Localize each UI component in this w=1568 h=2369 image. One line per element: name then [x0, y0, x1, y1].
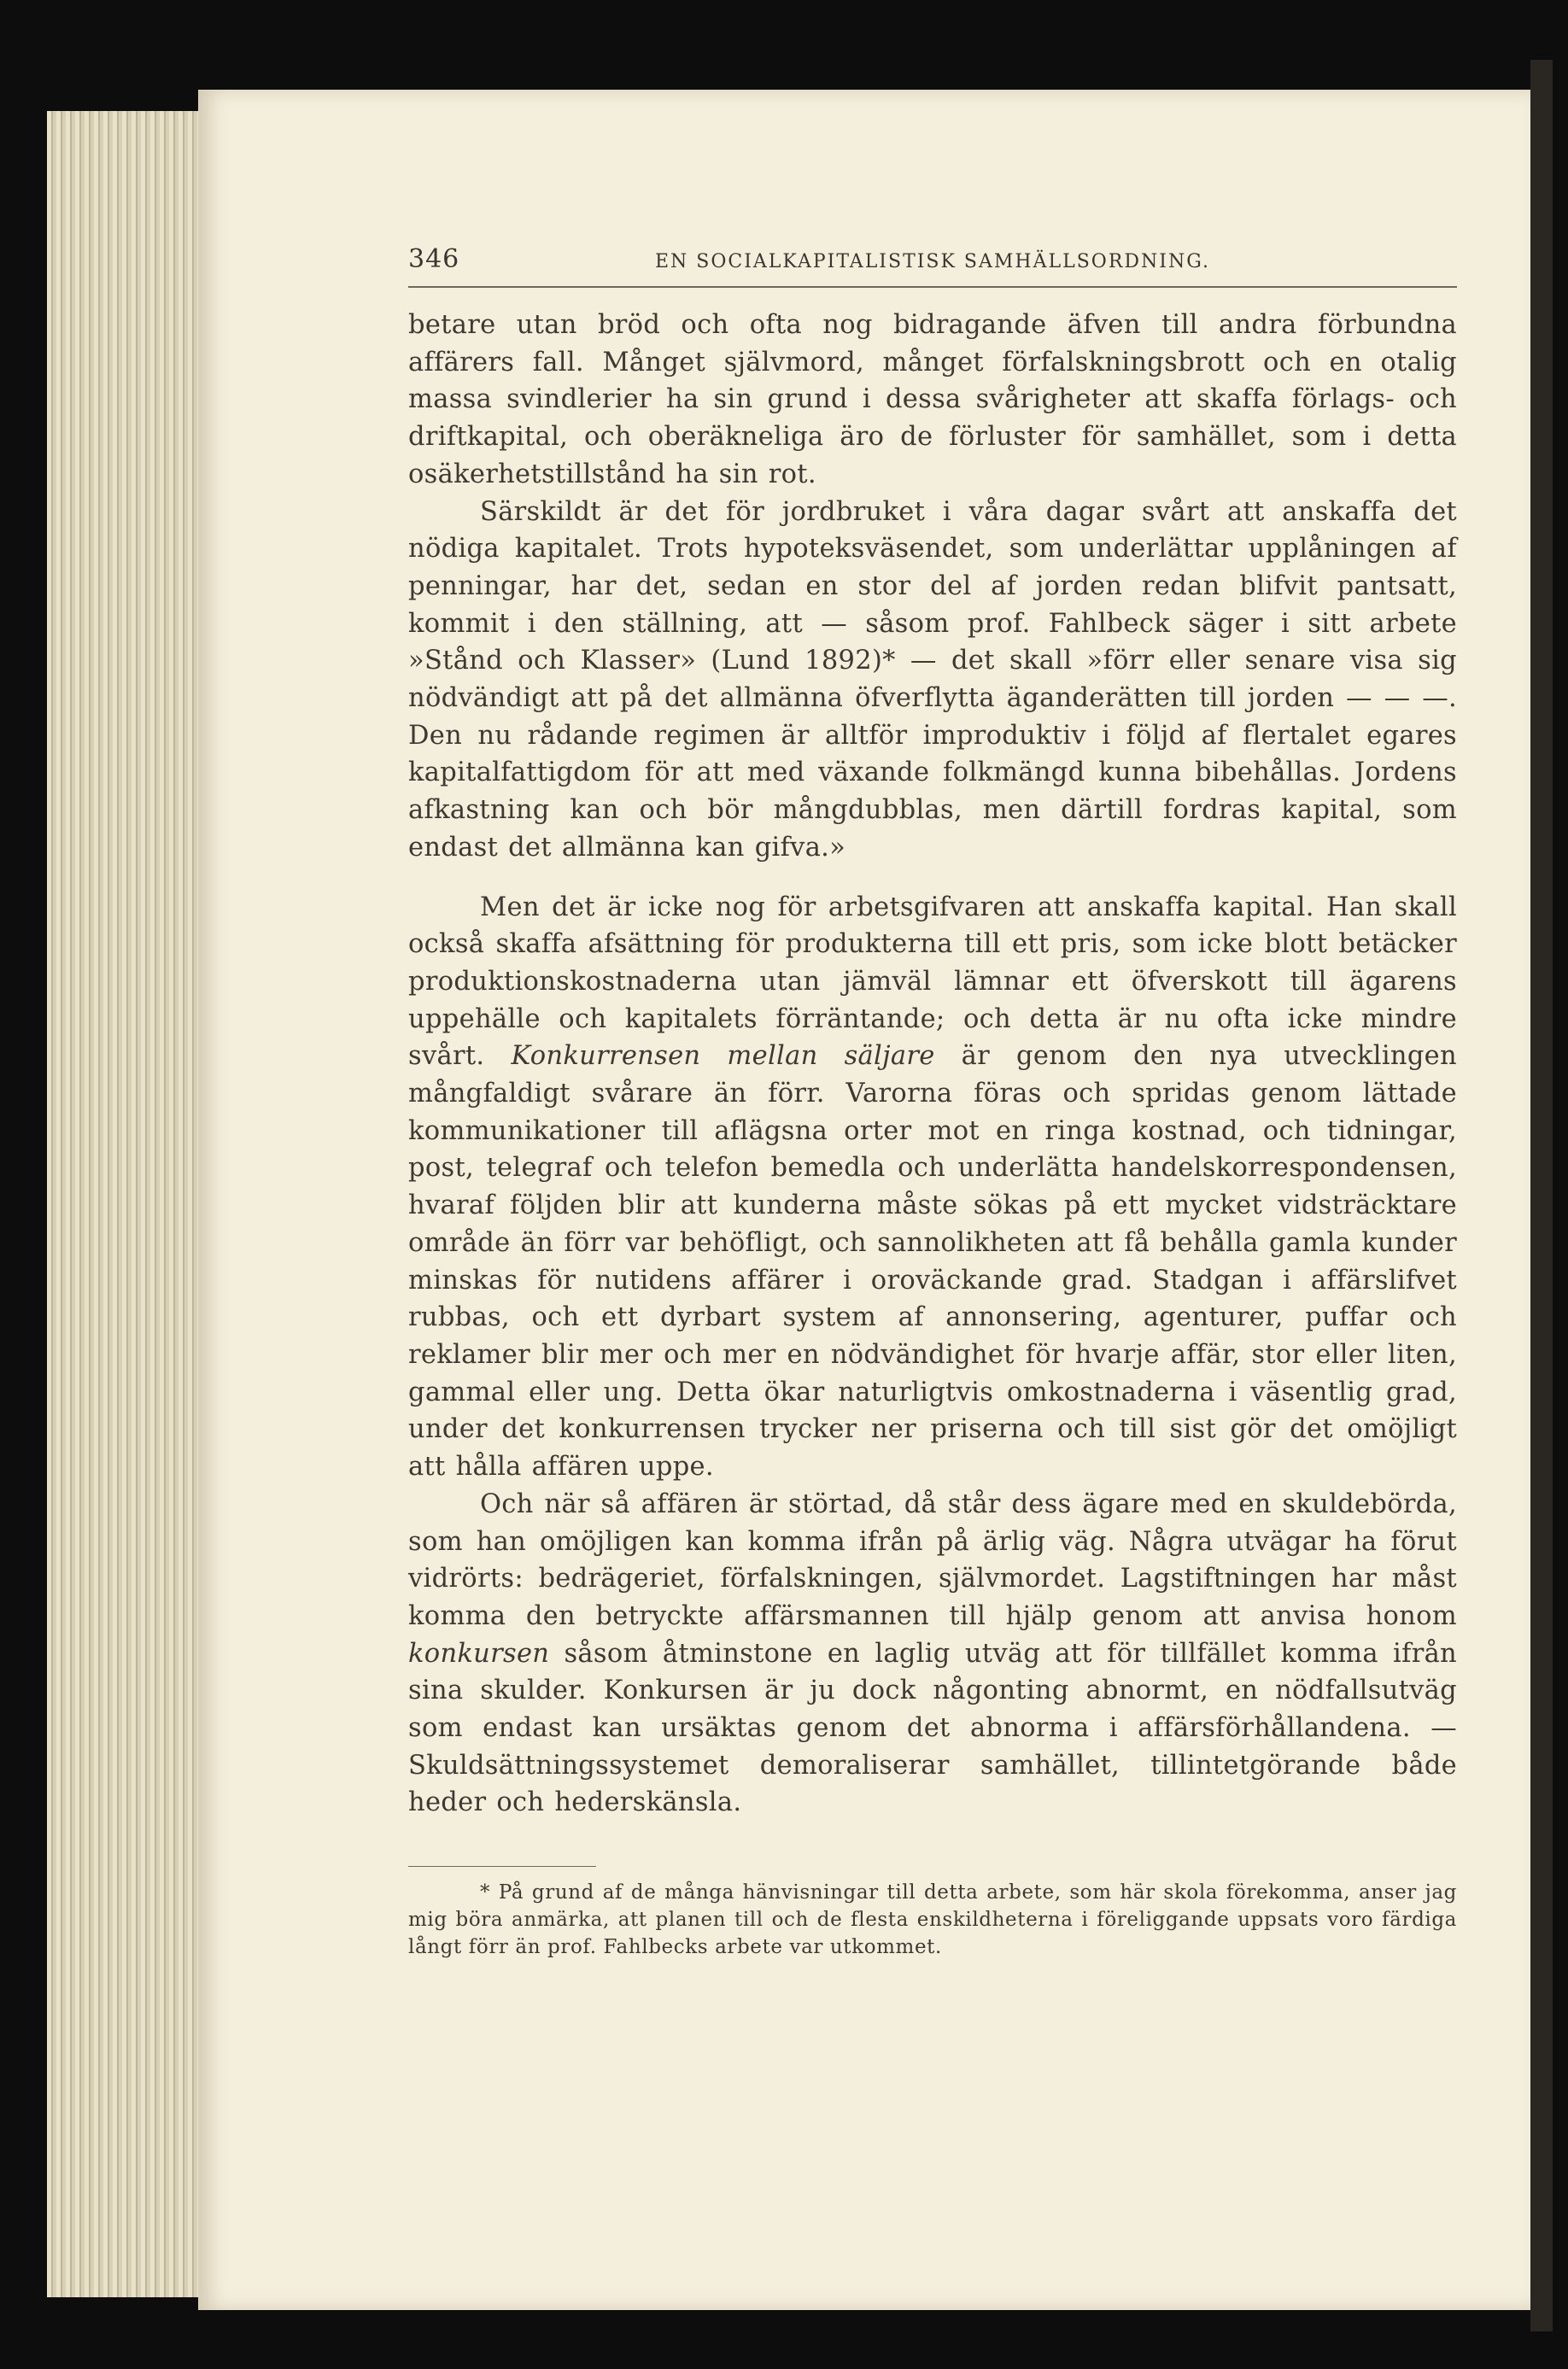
- paragraph-4-part-1: Och när så affären är störtad, då står dess ägare med en skuldebörda, som han omöjligen kan komma ifrån på ärlig väg. Några utvägar ha förut vidrörts: bedrägeriet, förfalskningen, självmordet. Lagstiftningen har måst komma den betryckte affärsmannen till hjälp genom att anvisa honom: [408, 1489, 1457, 1631]
- paragraph-1: betare utan bröd och ofta nog bidragande äfven till andra förbundna affärers fall. Månget självmord, månget förfalskningsbrott och en otalig massa svindlerier ha sin grund i dessa svårigheter att skaffa förlags- och driftkapital, och oberäkneliga äro de förluster för samhället, som i detta osäkerhetstillstånd ha sin rot.: [408, 310, 1457, 489]
- paragraph-2: [408, 494, 1457, 867]
- binding-shadow: [1530, 60, 1553, 2331]
- page-text-block: [408, 239, 1457, 1961]
- page-number: 346: [408, 244, 460, 274]
- running-head: [408, 239, 1457, 288]
- paragraph-4: [408, 1486, 1457, 1822]
- paragraph-3-italic: Konkurrensen mellan säljare: [511, 1041, 935, 1072]
- paragraph-3-part-1: Men det är icke nog för arbetsgifvaren att anskaffa kapital. Han skall också skaffa afsättning för produkterna till ett pris, som icke blott betäcker produktionskostnaderna utan jämväl lämnar ett öfverskott till ägarens uppehälle och kapitalets förräntande; och detta är nu ofta icke mindre svårt.: [408, 892, 1457, 1072]
- stacked-page-edges: [47, 111, 205, 2297]
- paragraph-3-part-2: är genom den nya utvecklingen mångfaldigt svårare än förr. Varorna föras och spridas genom lättade kommunikationer till aflägsna orter mot en ringa kostnad, och tidningar, post, telegraf och telefon bemedla och underlätta handelskorrespondensen, hvaraf följden blir att kunderna måste sökas på ett mycket vidsträcktare område än förr var behöfligt, och sannolikheten att få behålla gamla kunder minskas för nutidens affärer i oroväckande grad. Stadgan i affärslifvet rubbas, och ett dyrbart system af annonsering, agenturer, puffar och reklamer blir mer och mer en nödvändighet för hvarje affär, stor eller liten, gammal eller ung. Detta ökar naturligtvis omkostnaderna i väsentlig grad, under det konkurrensen trycker ner priserna och till sist gör det omöjligt att hålla affären uppe.: [408, 1041, 1457, 1483]
- footnote: * På grund af de många hänvisningar till detta arbete, som här skola förekomma, anser jag mig böra anmärka, att planen till och de flesta enskildheterna i föreliggande uppsats voro färdiga långt förr än prof. Fahlbecks arbete var utkommet.: [408, 1881, 1457, 1959]
- paragraph-4-italic: konkursen: [408, 1638, 550, 1669]
- paragraph-2-part-2: Den nu rådande regimen är alltför improduktiv i följd af flertalet egares kapitalfattigdom för att med växande folkmängd kunna bibehållas. Jordens afkastning kan och bör mångdubblas, men därtill fordras kapital, som endast det allmänna kan gifva.»: [408, 720, 1457, 863]
- body-text: [408, 307, 1457, 1822]
- paragraph-3: [408, 889, 1457, 1486]
- paragraph-2-part-1: Särskildt är det för jordbruket i våra dagar svårt att anskaffa det nödiga kapitalet. Trots hypoteksväsendet, som underlättar upplåningen af penningar, har det, sedan en stor del af jorden redan blifvit pantsatt, kommit i den ställning, att — såsom prof. Fahlbeck säger i sitt arbete »Stånd och Klasser» (Lund 1892)* — det skall »förr eller senare visa sig nödvändigt att på det allmänna öfverflytta äganderätten till jorden — — —.: [408, 496, 1457, 714]
- paragraph-4-part-2: såsom åtminstone en laglig utväg att för tillfället komma ifrån sina skulder. Konkursen är ju dock någonting abnormt, en nödfallsutväg som endast kan ursäktas genom det abnorma i affärsförhållandena. — Skuldsättningssystemet demoraliserar samhället, tillintetgörande både heder och hederskänsla.: [408, 1638, 1457, 1818]
- running-title: EN SOCIALKAPITALISTISK SAMHÄLLSORDNING.: [654, 251, 1210, 272]
- footnote-rule: [408, 1866, 596, 1867]
